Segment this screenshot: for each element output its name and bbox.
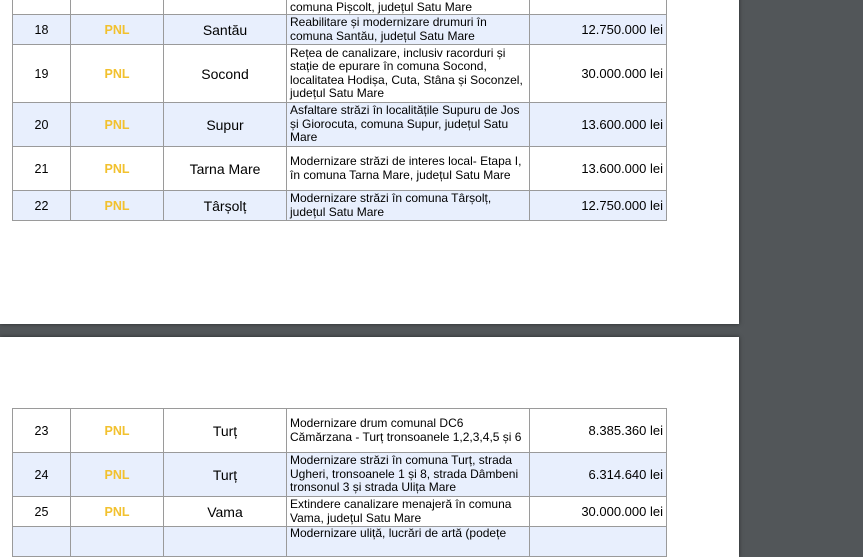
- table-row: [13, 191, 667, 221]
- row-number: 19: [13, 45, 71, 103]
- description-cell: Rețea de canalizare, inclusiv racorduri și stație de epurare în comuna Socond, localitatea Hodișa, Cuta, Stâna și Soconzel, județul Satu Mare: [287, 45, 530, 103]
- row-number: 24: [13, 453, 71, 497]
- value-cell: 13.600.000 lei: [530, 147, 667, 191]
- row-number: [13, 0, 71, 15]
- party-cell: [71, 0, 164, 15]
- commune-cell: [164, 0, 287, 15]
- party-cell: PNL: [71, 147, 164, 191]
- party-cell: PNL: [71, 191, 164, 221]
- value-cell: [530, 0, 667, 15]
- commune-cell: Turț: [164, 409, 287, 453]
- description-cell: Modernizare uliță, lucrări de artă (podețe: [287, 527, 530, 557]
- description-cell: Reabilitare și modernizare drumuri în comuna Santău, județul Satu Mare: [287, 15, 530, 45]
- commune-cell: Tarna Mare: [164, 147, 287, 191]
- row-number: 18: [13, 15, 71, 45]
- table-row: [13, 527, 667, 557]
- party-cell: PNL: [71, 15, 164, 45]
- table-row: [13, 15, 667, 45]
- commune-cell: Socond: [164, 45, 287, 103]
- party-cell: PNL: [71, 453, 164, 497]
- party-cell: PNL: [71, 45, 164, 103]
- row-number: 20: [13, 103, 71, 147]
- value-cell: 12.750.000 lei: [530, 15, 667, 45]
- row-number: 22: [13, 191, 71, 221]
- description-cell: comuna Pișcolt, județul Satu Mare: [287, 0, 530, 15]
- commune-cell: Santău: [164, 15, 287, 45]
- table-row: [13, 453, 667, 497]
- value-cell: 6.314.640 lei: [530, 453, 667, 497]
- value-cell: 30.000.000 lei: [530, 45, 667, 103]
- party-cell: PNL: [71, 409, 164, 453]
- commune-cell: Supur: [164, 103, 287, 147]
- party-cell: PNL: [71, 103, 164, 147]
- commune-cell: Vama: [164, 497, 287, 527]
- table-row: [13, 45, 667, 103]
- row-number: [13, 527, 71, 557]
- value-cell: 30.000.000 lei: [530, 497, 667, 527]
- description-cell: Asfaltare străzi în localitățile Supuru de Jos și Giorocuta, comuna Supur, județul Satu Mare: [287, 103, 530, 147]
- description-cell: Modernizare drum comunal DC6 Cămărzana - Turț tronsoanele 1,2,3,4,5 și 6: [287, 409, 530, 453]
- party-cell: PNL: [71, 497, 164, 527]
- table-row: [13, 409, 667, 453]
- projects-table-page-2: [12, 408, 667, 557]
- description-cell: Extindere canalizare menajeră în comuna Vama, județul Satu Mare: [287, 497, 530, 527]
- value-cell: 13.600.000 lei: [530, 103, 667, 147]
- value-cell: [530, 527, 667, 557]
- document-page-1: [0, 0, 739, 324]
- description-cell: Modernizare străzi de interes local- Etapa I, în comuna Tarna Mare, județul Satu Mare: [287, 147, 530, 191]
- table-row: [13, 497, 667, 527]
- projects-table-page-1: [12, 0, 667, 221]
- table-row: [13, 147, 667, 191]
- commune-cell: Târșolț: [164, 191, 287, 221]
- commune-cell: Turț: [164, 453, 287, 497]
- table-row: [13, 103, 667, 147]
- row-number: 23: [13, 409, 71, 453]
- document-page-2: [0, 337, 739, 557]
- row-number: 25: [13, 497, 71, 527]
- commune-cell: [164, 527, 287, 557]
- row-number: 21: [13, 147, 71, 191]
- description-cell: Modernizare străzi în comuna Târșolț, județul Satu Mare: [287, 191, 530, 221]
- table-row: [13, 0, 667, 15]
- description-cell: Modernizare străzi în comuna Turț, strada Ugheri, tronsoanele 1 și 8, strada Dâmbeni tronsonul 3 și strada Ulița Mare: [287, 453, 530, 497]
- value-cell: 8.385.360 lei: [530, 409, 667, 453]
- party-cell: [71, 527, 164, 557]
- value-cell: 12.750.000 lei: [530, 191, 667, 221]
